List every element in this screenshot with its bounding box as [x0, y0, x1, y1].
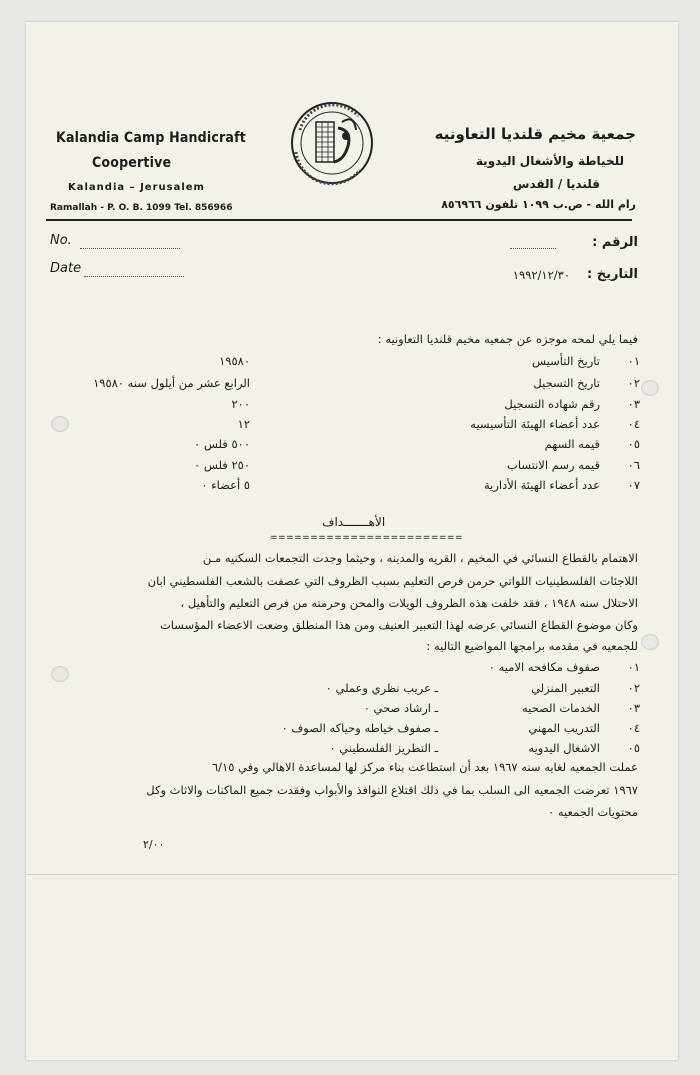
punch-hole — [51, 416, 69, 432]
fact-number: ٠١ — [627, 354, 640, 368]
fact-label: تاريخ التسجيل — [533, 376, 600, 390]
fact-value: الرابع عشر من أيلول سنه ١٩٥٨٠ — [93, 376, 250, 390]
goals-underline: ======================== — [270, 533, 463, 543]
fact-number: ٠٧ — [627, 478, 640, 492]
date-label: Date — [50, 261, 82, 276]
goals-paragraph-line: للجمعيه في مقدمه برامجها المواضيع التاليه : — [426, 639, 638, 653]
program-number: ٠١ — [627, 660, 640, 674]
fact-number: ٠٢ — [627, 376, 640, 390]
fact-number: ٠٤ — [627, 417, 640, 431]
no-label: No. — [50, 233, 72, 248]
punch-hole — [51, 666, 69, 682]
fact-value: ٥٠٠ فلس ٠ — [194, 437, 250, 451]
fact-label: قيمه السهم — [544, 437, 600, 451]
fact-value: ٥ أعضاء ٠ — [201, 478, 250, 492]
fact-label: تاريخ التأسيس — [532, 354, 600, 368]
fact-value: ١٩٥٨٠ — [219, 354, 250, 368]
ar-address: رام الله - ص.ب ١٠٩٩ تلفون ٨٥٦٩٦٦ — [441, 198, 636, 211]
ar-date-label: التاريخ : — [587, 267, 638, 282]
en-address: Ramallah - P. O. B. 1099 Tel. 856966 — [50, 203, 233, 213]
cooperative-logo-icon — [282, 100, 382, 186]
ar-org-name-line1: جمعية مخيم قلنديا التعاونيه — [434, 125, 636, 143]
goals-paragraph-line: الاحتلال سنه ١٩٤٨ ، فقد خلفت هذه الظروف الويلات والمحن وحرمته من فرص التعليم والتأهيل ، — [180, 596, 638, 610]
intro-line: فيما يلي لمحه موجزه عن جمعيه مخيم قلنديا التعاونيه : — [377, 332, 638, 346]
ar-no-label: الرقم : — [592, 235, 638, 250]
goals-paragraph-line: وكان موضوع القطاع النسائي عرضه لهذا التعبير العنيف ومن هذا المنطلق وضعت الاعضاء المؤسسات — [159, 618, 638, 632]
goals-title: الأهـــــــداف — [322, 515, 386, 529]
paper-fold — [26, 874, 678, 875]
fact-value: ٢٥٠ فلس ٠ — [194, 458, 250, 472]
en-org-name-line1: Kalandia Camp Handicraft — [56, 130, 246, 146]
program-number: ٠٤ — [627, 721, 640, 735]
program-number: ٠٥ — [627, 741, 640, 755]
program-label: التعبير المنزلي — [531, 681, 600, 695]
date-line — [84, 275, 184, 277]
punch-hole — [641, 380, 659, 396]
fact-value: ١٢ — [237, 417, 250, 431]
no-line — [80, 247, 180, 249]
ar-date-value: ١٩٩٢/١٢/٣٠ — [512, 268, 570, 282]
fact-number: ٠٣ — [627, 397, 640, 411]
en-org-name-line2: Coopertive — [92, 155, 172, 171]
fact-number: ٠٥ — [627, 437, 640, 451]
closing-line: ١٩٦٧ تعرضت الجمعيه الى السلب بما في ذلك اقتلاع النوافذ والأبواب وفقدت جميع الماكنات والاثاث وكل — [146, 783, 638, 797]
fact-label: عدد أعضاء الهيئة الأدارية — [483, 478, 600, 492]
punch-hole — [641, 634, 659, 650]
program-number: ٠٢ — [627, 681, 640, 695]
fact-value: ٢٠٠ — [231, 397, 250, 411]
page-marker: ٢/٠٠ — [143, 838, 165, 851]
goals-paragraph-line: الاهتمام بالقطاع النسائي في المخيم ، القريه والمدينه ، وحيثما وجدت التجمعات السكنيه مـن — [202, 551, 638, 565]
program-detail: ـ ارشاد صحي ٠ — [363, 701, 438, 715]
fact-label: رقم شهاده التسجيل — [504, 397, 600, 411]
ar-location: قلنديا / القدس — [512, 177, 600, 191]
fact-label: قيمه رسم الانتساب — [507, 458, 600, 472]
letterhead-divider — [46, 219, 632, 221]
program-label: التدريب المهني — [528, 721, 600, 735]
ar-org-name-line2: للخياطة والأشغال اليدوية — [475, 154, 624, 168]
program-detail: ـ التطريز الفلسطيني ٠ — [329, 741, 438, 755]
program-label: الخدمات الصحيه — [521, 701, 600, 715]
program-label: صفوف مكافحه الاميه ٠ — [488, 660, 600, 674]
fact-label: عدد أعضاء الهيئة التأسيسيه — [470, 417, 600, 431]
en-location: Kalandia – Jerusalem — [68, 182, 205, 193]
ar-no-line — [510, 247, 556, 249]
program-detail: ـ صفوف خياطه وحياكه الصوف ٠ — [281, 721, 438, 735]
closing-line: عملت الجمعيه لغايه سنه ١٩٦٧ بعد أن استطاعت بناء مركز لها لمساعدة الاهالي وفي ٦/١٥ — [212, 760, 638, 774]
closing-line: محتويات الجمعيه ٠ — [548, 805, 638, 819]
program-label: الاشغال اليدويه — [528, 741, 600, 755]
fact-number: ٠٦ — [627, 458, 640, 472]
program-detail: ـ عريب نظري وعملي ٠ — [325, 681, 438, 695]
goals-paragraph-line: اللاجئات الفلسطينيات اللواتي حرمن فرص التعليم بسبب الظروف التي عصفت بالشعب الفلسطيني ابان — [147, 574, 638, 588]
program-number: ٠٣ — [627, 701, 640, 715]
